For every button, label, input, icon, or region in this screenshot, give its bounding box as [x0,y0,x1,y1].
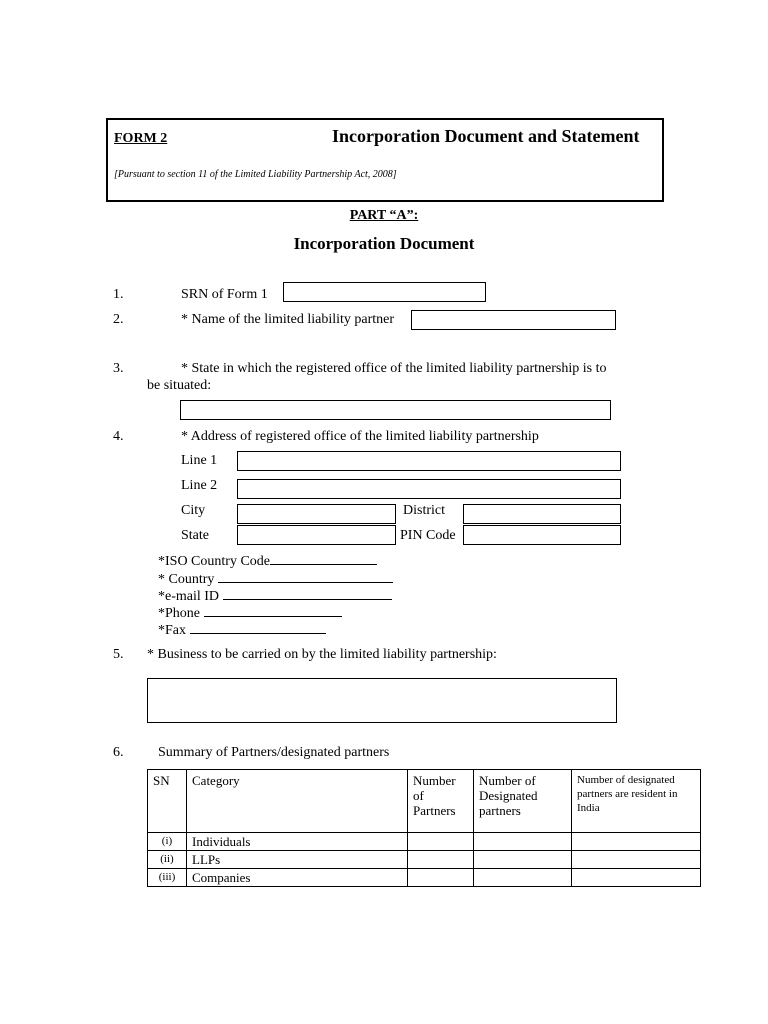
summary-label: Summary of Partners/designated partners [158,745,390,760]
row-resident-cell[interactable] [572,833,701,851]
address-line2-input[interactable] [237,479,621,499]
district-input[interactable] [463,504,621,524]
line2-label: Line 2 [181,478,218,493]
row-partners-cell[interactable] [408,851,474,869]
row-sn: (ii) [148,851,187,869]
phone-label: *Phone [158,606,200,621]
col-sn-header: SN [148,770,187,833]
phone-field[interactable] [158,604,342,622]
city-input[interactable] [237,504,396,524]
pursuant-note: [Pursuant to section 11 of the Limited Liability Partnership Act, 2008] [114,169,397,180]
email-line[interactable] [223,587,392,600]
item-2-number: 2. [113,312,124,327]
iso-country-code-field[interactable] [158,552,377,570]
form-number: FORM 2 [114,131,168,146]
part-label: PART “A”: [349,208,419,223]
fax-line[interactable] [190,621,326,634]
srn-input[interactable] [283,282,486,302]
address-label: * Address of registered office of the limited liability partnership [181,429,539,444]
partners-summary-table [147,769,701,887]
row-designated-cell[interactable] [474,869,572,887]
item-3-number: 3. [113,361,124,376]
city-label: City [181,503,206,518]
srn-label: SRN of Form 1 [181,287,268,302]
phone-line[interactable] [204,604,342,617]
item-1-number: 1. [113,287,124,302]
state-addr-label: State [181,528,209,543]
item-6-number: 6. [113,745,124,760]
state-input[interactable] [180,400,611,420]
llp-name-input[interactable] [411,310,616,330]
table-row [148,833,701,851]
col-designated-header: Number of Designated partners [474,770,572,833]
row-category: Individuals [187,833,408,851]
item-4-number: 4. [113,429,124,444]
business-label: * Business to be carried on by the limited liability partnership: [147,647,497,662]
form-title: Incorporation Document and Statement [332,126,640,146]
country-label: * Country [158,572,215,587]
iso-country-code-line[interactable] [270,552,377,565]
business-input[interactable] [147,678,617,723]
llp-name-label: * Name of the limited liability partner [181,312,395,327]
table-row [148,869,701,887]
table-row [148,851,701,869]
row-category: LLPs [187,851,408,869]
country-line[interactable] [218,570,393,583]
item-5-number: 5. [113,647,124,662]
col-partners-header: Number of Partners [408,770,474,833]
email-field[interactable] [158,587,392,605]
state-label-line1: * State in which the registered office of the limited liability partnership is to [181,361,607,376]
row-partners-cell[interactable] [408,869,474,887]
row-resident-cell[interactable] [572,869,701,887]
document-title: Incorporation Document [293,234,475,253]
line1-label: Line 1 [181,453,218,468]
row-resident-cell[interactable] [572,851,701,869]
row-designated-cell[interactable] [474,833,572,851]
email-label: *e-mail ID [158,589,220,604]
col-resident-header: Number of designated partners are resident in India [572,770,701,833]
row-partners-cell[interactable] [408,833,474,851]
pin-input[interactable] [463,525,621,545]
state-label-line2: be situated: [147,378,212,393]
pin-label: PIN Code [400,528,456,543]
address-line1-input[interactable] [237,451,621,471]
country-field[interactable] [158,570,393,588]
fax-label: *Fax [158,623,186,638]
iso-country-code-label: *ISO Country Code [158,554,270,569]
state-addr-input[interactable] [237,525,396,545]
row-sn: (iii) [148,869,187,887]
col-category-header: Category [187,770,408,833]
row-category: Companies [187,869,408,887]
fax-field[interactable] [158,621,326,639]
row-sn: (i) [148,833,187,851]
district-label: District [403,503,445,518]
row-designated-cell[interactable] [474,851,572,869]
